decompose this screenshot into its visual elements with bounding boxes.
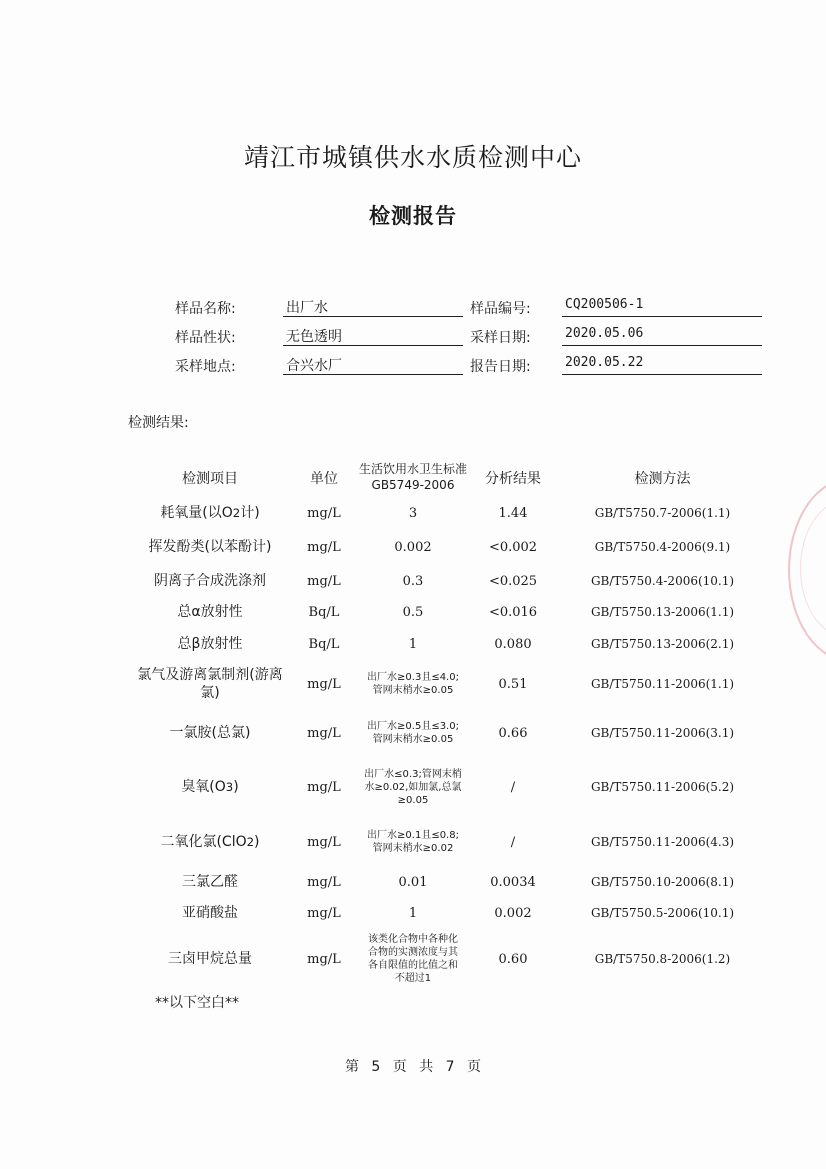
table-row xyxy=(0,660,826,708)
cell-standard: 0.3 xyxy=(402,573,424,589)
cell-method: GB/T5750.8-2006(1.2) xyxy=(594,952,731,966)
table-row xyxy=(0,597,826,627)
table-row xyxy=(0,898,826,928)
cell-unit: mg/L xyxy=(307,539,341,555)
cell-standard: 出厂水≥0.3且≤4.0;管网末梢水≥0.05 xyxy=(367,672,459,696)
cell-result: / xyxy=(510,834,516,850)
cell-result: 0.51 xyxy=(498,676,528,692)
cell-standard: 1 xyxy=(408,905,418,921)
cell-item: 挥发酚类(以苯酚计) xyxy=(148,539,272,555)
cell-item: 氯气及游离氯制剂(游离氯) xyxy=(137,667,283,701)
cell-unit: mg/L xyxy=(307,676,341,692)
results-label: 检测结果: xyxy=(128,415,189,431)
table-row xyxy=(0,758,826,816)
cell-result: 0.0034 xyxy=(490,874,536,890)
cell-unit: mg/L xyxy=(307,725,341,741)
report-date-label: 报告日期: xyxy=(470,359,531,375)
org-title: 靖江市城镇供水水质检测中心 xyxy=(243,143,582,172)
cell-method: GB/T5750.10-2006(8.1) xyxy=(590,875,735,889)
cell-method: GB/T5750.13-2006(1.1) xyxy=(590,605,735,619)
cell-item: 总α放射性 xyxy=(177,604,243,620)
sampling-date-label: 采样日期: xyxy=(470,330,531,346)
cell-method: GB/T5750.13-2006(2.1) xyxy=(590,637,735,651)
sample-name-label: 样品名称: xyxy=(175,301,236,317)
cell-unit: mg/L xyxy=(307,951,341,967)
sample-no-value: CQ200506-1 xyxy=(562,297,762,317)
cell-result: <0.025 xyxy=(488,573,538,589)
table-row xyxy=(0,529,826,565)
table-row xyxy=(0,817,826,867)
cell-item: 三氯乙醛 xyxy=(182,874,238,890)
cell-item: 总β放射性 xyxy=(177,636,243,652)
cell-standard: 该类化合物中各种化合物的实测浓度与其各自限值的比值之和不超过1 xyxy=(368,934,458,984)
cell-standard: 出厂水≤0.3;管网末梢水≥0.02,如加氯,总氯≥0.05 xyxy=(364,768,462,806)
cell-result: 0.66 xyxy=(498,725,528,741)
sampling-site-value: 合兴水厂 xyxy=(283,355,463,375)
cell-unit: mg/L xyxy=(307,905,341,921)
cell-unit: mg/L xyxy=(307,573,341,589)
table-row xyxy=(0,498,826,528)
cell-method: GB/T5750.11-2006(4.3) xyxy=(590,835,735,849)
sample-state-label: 样品性状: xyxy=(175,330,236,346)
page-footer: 第 5 页 共 7 页 xyxy=(344,1059,482,1075)
cell-item: 亚硝酸盐 xyxy=(182,905,238,921)
table-row xyxy=(0,930,826,988)
cell-method: GB/T5750.11-2006(1.1) xyxy=(590,677,735,691)
cell-item: 耗氧量(以O 2 计) xyxy=(160,505,260,521)
table-row xyxy=(0,709,826,757)
table-row xyxy=(0,566,826,596)
cell-standard: 0.5 xyxy=(402,604,424,620)
report-title: 检测报告 xyxy=(369,204,457,228)
cell-standard: 3 xyxy=(408,505,418,521)
cell-method: GB/T5750.4-2006(10.1) xyxy=(590,574,735,588)
cell-standard: 1 xyxy=(408,636,418,652)
cell-result: <0.002 xyxy=(488,539,538,555)
cell-standard: 出厂水≥0.1且≤0.8;管网末梢水≥0.02 xyxy=(367,830,459,854)
cell-method: GB/T5750.11-2006(5.2) xyxy=(590,780,735,794)
cell-result: 0.080 xyxy=(494,636,532,652)
cell-item: 三卤甲烷总量 xyxy=(168,951,252,967)
cell-result: 0.60 xyxy=(498,951,528,967)
header-standard: 生活饮用水卫生标准GB5749-2006 xyxy=(358,462,467,492)
cell-method: GB/T5750.4-2006(9.1) xyxy=(594,540,731,554)
cell-standard: 出厂水≥0.5且≤3.0;管网末梢水≥0.05 xyxy=(367,721,459,745)
cell-unit: mg/L xyxy=(307,834,341,850)
sampling-date-value: 2020.05.06 xyxy=(562,326,762,346)
header-unit: 单位 xyxy=(310,471,338,487)
cell-result: 1.44 xyxy=(498,505,528,521)
report-date-value: 2020.05.22 xyxy=(562,355,762,375)
header-result: 分析结果 xyxy=(485,471,541,487)
sample-no-label: 样品编号: xyxy=(470,301,531,317)
cell-result: 0.002 xyxy=(494,905,532,921)
table-row xyxy=(0,628,826,660)
cell-item: 一氯胺(总氯) xyxy=(169,725,251,741)
cell-unit: mg/L xyxy=(307,779,341,795)
cell-standard: 0.01 xyxy=(398,874,428,890)
cell-item: 阴离子合成洗涤剂 xyxy=(154,573,266,589)
cell-unit: Bq/L xyxy=(308,636,340,652)
cell-item: 二氧化氯(ClO 2 ) xyxy=(160,834,260,850)
header-item: 检测项目 xyxy=(182,471,238,487)
cell-unit: mg/L xyxy=(307,505,341,521)
cell-unit: mg/L xyxy=(307,874,341,890)
cell-result: / xyxy=(510,779,516,795)
cell-result: <0.016 xyxy=(488,604,538,620)
end-of-content-note: **以下空白** xyxy=(155,995,239,1011)
cell-method: GB/T5750.7-2006(1.1) xyxy=(594,506,731,520)
header-method: 检测方法 xyxy=(634,471,691,487)
cell-item: 臭氧(O 3 ) xyxy=(181,779,239,795)
cell-method: GB/T5750.11-2006(3.1) xyxy=(590,726,735,740)
table-row xyxy=(0,867,826,897)
sample-state-value: 无色透明 xyxy=(283,326,463,346)
cell-standard: 0.002 xyxy=(394,539,432,555)
sampling-site-label: 采样地点: xyxy=(175,359,236,375)
sample-name-value: 出厂水 xyxy=(283,297,463,317)
cell-unit: Bq/L xyxy=(308,604,340,620)
cell-method: GB/T5750.5-2006(10.1) xyxy=(590,906,735,920)
